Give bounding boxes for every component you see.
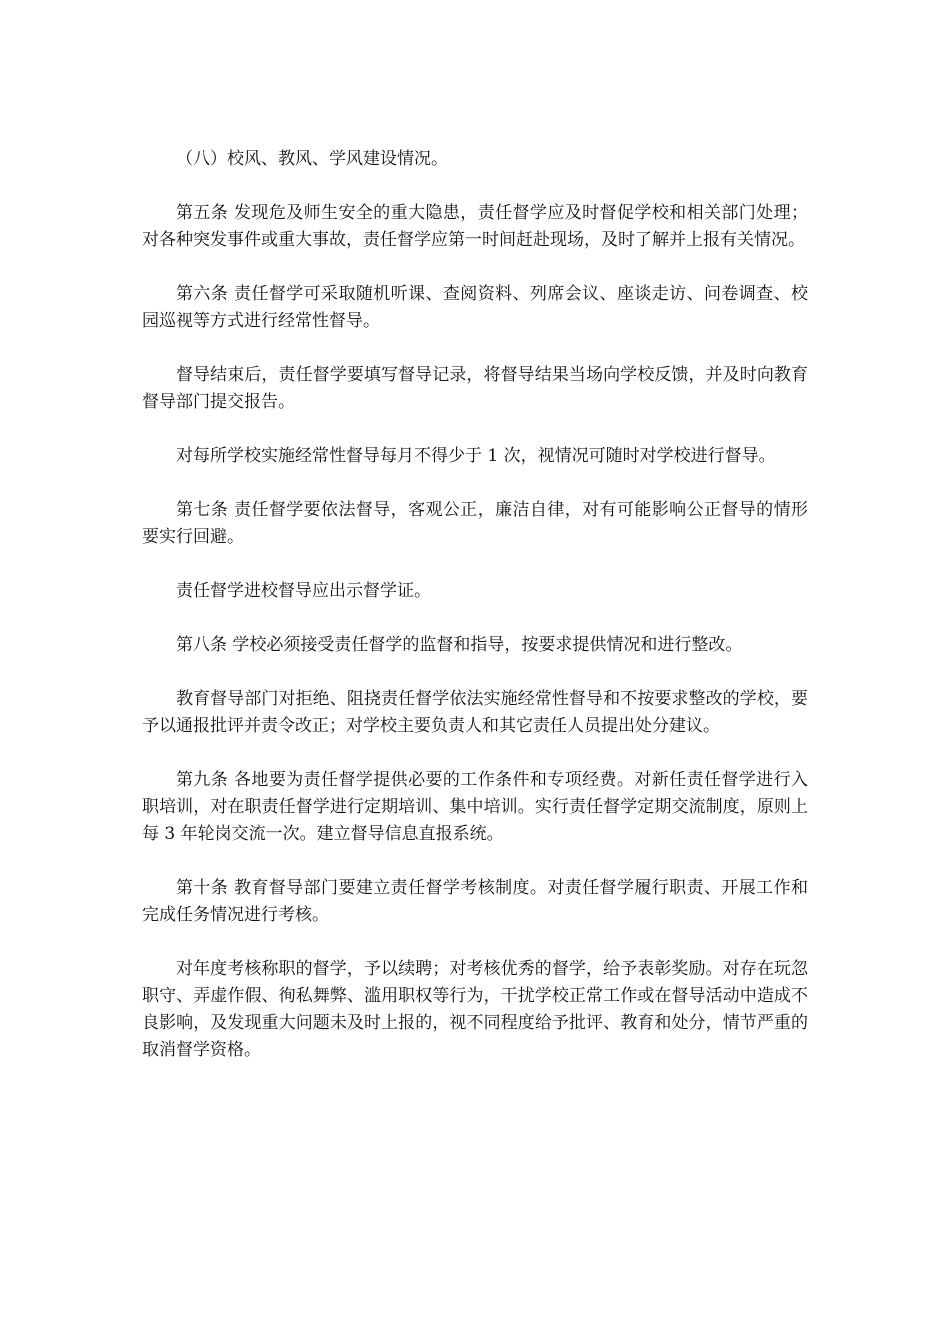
- paragraph-article-5: 第五条 发现危及师生安全的重大隐患，责任督学应及时督促学校和相关部门处理；对各种突发事件或重大事故，责任督学应第一时间赶赴现场，及时了解并上报有关情况。: [142, 203, 808, 250]
- paragraph-article-6: 第六条 责任督学可采取随机听课、查阅资料、列席会议、座谈走访、问卷调查、校园巡视等方式进行经常性督导。: [142, 284, 808, 331]
- paragraph-article-8: 第八条 学校必须接受责任督学的监督和指导，按要求提供情况和进行整改。: [176, 635, 743, 655]
- paragraph-article-9: 第九条 各地要为责任督学提供必要的工作条件和专项经费。对新任责任督学进行入职培训，对在职责任督学进行定期培训、集中培训。实行责任督学定期交流制度，原则上每 3 年轮岗交流一次。建立督导信息直报系统。: [142, 770, 808, 844]
- paragraph-refusal-penalty: 教育督导部门对拒绝、阻挠责任督学依法实施经常性督导和不按要求整改的学校，要予以通报批评并责令改正；对学校主要负责人和其它责任人员提出处分建议。: [142, 689, 808, 736]
- document-body: [142, 146, 808, 1091]
- paragraph-monthly-frequency: 对每所学校实施经常性督导每月不得少于 1 次，视情况可随时对学校进行督导。: [176, 446, 776, 466]
- paragraph-supervision-report: 督导结束后，责任督学要填写督导记录，将督导结果当场向学校反馈，并及时向教育督导部门提交报告。: [142, 365, 808, 412]
- paragraph-article-10: 第十条 教育督导部门要建立责任督学考核制度。对责任督学履行职责、开展工作和完成任务情况进行考核。: [142, 878, 808, 925]
- paragraph-annual-assessment: 对年度考核称职的督学，予以续聘；对考核优秀的督学，给予表彰奖励。对存在玩忽职守、弄虚作假、徇私舞弊、滥用职权等行为，干扰学校正常工作或在督导活动中造成不良影响，及发现重大问题未及时上报的，视不同程度给予批评、教育和处分，情节严重的取消督学资格。: [142, 959, 808, 1060]
- paragraph-school-culture: （八）校风、教风、学风建设情况。: [176, 149, 448, 169]
- paragraph-inspector-certificate: 责任督学进校督导应出示督学证。: [176, 581, 431, 601]
- paragraph-article-7: 第七条 责任督学要依法督导，客观公正，廉洁自律，对有可能影响公正督导的情形要实行回避。: [142, 500, 808, 547]
